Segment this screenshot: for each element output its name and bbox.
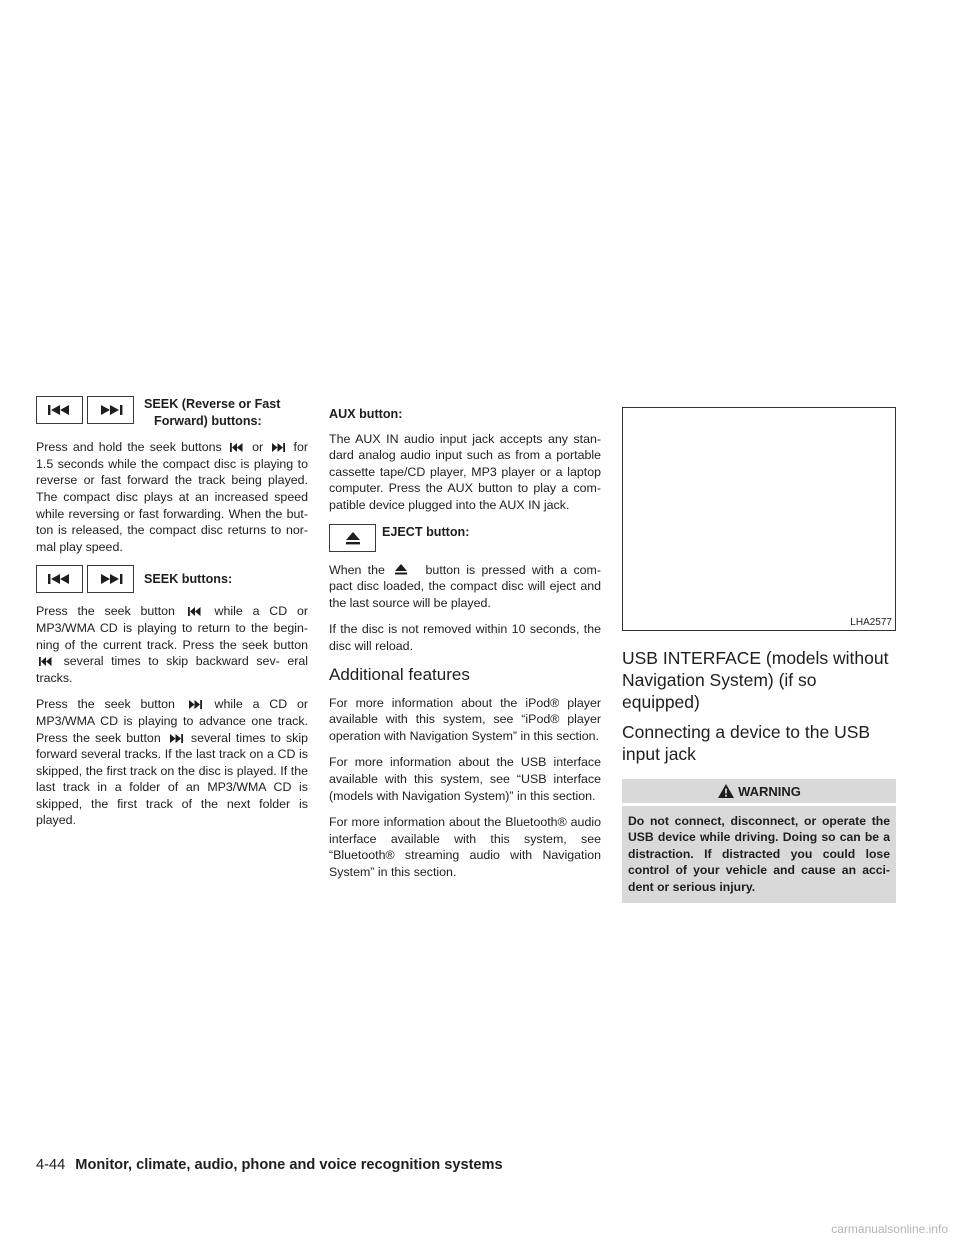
warning-triangle-icon bbox=[717, 783, 735, 799]
additional-features-heading: Additional features bbox=[329, 664, 470, 684]
column-middle bbox=[329, 396, 601, 890]
connecting-device-heading: Connecting a device to the USB input jack bbox=[622, 722, 871, 764]
warning-box bbox=[622, 779, 896, 903]
paragraph-press-hold bbox=[36, 439, 308, 555]
figure-code: LHA2577 bbox=[850, 617, 892, 628]
warning-title: WARNING bbox=[738, 783, 801, 799]
eject-button-illustration bbox=[329, 524, 376, 552]
skip-back-icon bbox=[230, 443, 244, 452]
warning-text: Do not connect, disconnect, or operate the USB device while driving. Doing so can be a distraction. If distracted you could lose control of your vehicle and cause an acci- dent or serious injury. bbox=[628, 814, 890, 894]
paragraph-bluetooth: For more information about the Bluetooth® audio interface available with this system, see “Bluetooth® streaming audio with Navigation System” in this section. bbox=[329, 815, 601, 879]
column-right bbox=[622, 396, 896, 903]
eject-heading bbox=[329, 524, 601, 552]
seek-forward-button-illustration bbox=[87, 565, 134, 593]
seek-fast-label-line1: SEEK (Reverse or Fast bbox=[144, 397, 281, 411]
paragraph-eject bbox=[329, 562, 601, 612]
paragraph-seek-forward bbox=[36, 696, 308, 829]
skip-back-icon bbox=[39, 657, 53, 666]
text-run: several times to skip backward sev- eral tracks. bbox=[36, 654, 308, 685]
text-run: Press and hold the seek buttons bbox=[36, 440, 222, 455]
watermark: carmanualsonline.info bbox=[831, 1222, 948, 1236]
seek-heading bbox=[36, 565, 308, 593]
text-run: or bbox=[252, 440, 264, 455]
text-run: several times to skip forward several tracks. If the last track on a CD is skipped, the first track on the disc is played. If the last track in a folder of an MP3/WMA CD is skipped, the first track of the next folder is played. bbox=[36, 730, 308, 828]
text-run: while a CD or MP3/WMA CD is playing to advance one track. Press the seek button bbox=[36, 697, 308, 745]
seek-fast-heading bbox=[36, 396, 308, 429]
paragraph-eject-reload: If the disc is not removed within 10 seconds, the disc will reload. bbox=[329, 622, 601, 653]
text-run: for 1.5 seconds while the compact disc is playing to reverse or fast forward the track being played. The compact disc plays at an increased speed while reversing or fast forwarding. When the but- ton is released, the compact disc returns to nor- mal play speed. bbox=[36, 440, 308, 554]
seek-fast-label-line2: Forward) buttons: bbox=[154, 413, 262, 428]
seek-back-button-illustration bbox=[36, 396, 83, 424]
column-left bbox=[36, 396, 308, 839]
skip-back-icon bbox=[188, 607, 202, 616]
seek-fast-label bbox=[138, 396, 281, 429]
eject-label: EJECT button: bbox=[382, 524, 470, 539]
eject-icon bbox=[345, 531, 361, 545]
usb-interface-heading: USB INTERFACE (models without Navigation System) (if so equipped) bbox=[622, 648, 889, 712]
page-number: 4-44 bbox=[36, 1157, 66, 1173]
text-run: button is pressed with a com- pact disc loaded, the compact disc will eject and the last source will be played. bbox=[329, 562, 601, 610]
text-run: while a CD or MP3/WMA CD is playing to return to the begin- ning of the current track. Press the seek button bbox=[36, 604, 308, 652]
paragraph-aux: The AUX IN audio input jack accepts any stan- dard analog audio input such as from a portable cassette tape/CD player, MP3 player or a laptop computer. Press the AUX button to play a com- patible device plugged into the AUX IN jack. bbox=[329, 431, 601, 512]
text-run: Press the seek button bbox=[36, 697, 175, 712]
page-footer bbox=[36, 1157, 503, 1173]
skip-forward-icon bbox=[188, 700, 202, 709]
seek-label: SEEK buttons: bbox=[144, 572, 233, 587]
text-run: Press the seek button bbox=[36, 604, 175, 619]
skip-back-icon bbox=[47, 404, 73, 416]
seek-back-button-illustration bbox=[36, 565, 83, 593]
warning-header bbox=[622, 779, 896, 806]
skip-forward-icon bbox=[98, 404, 124, 416]
paragraph-ipod: For more information about the iPod® player available with this system, see “iPod® player operation with Navigation System” in this section. bbox=[329, 695, 601, 743]
aux-label: AUX button: bbox=[329, 407, 403, 421]
eject-icon bbox=[395, 564, 407, 575]
paragraph-usb: For more information about the USB interface available with this system, see “USB interface (models with Navigation System)” in this section. bbox=[329, 755, 601, 803]
text-run: When the bbox=[329, 562, 385, 577]
paragraph-seek-back bbox=[36, 603, 308, 686]
seek-forward-button-illustration bbox=[87, 396, 134, 424]
skip-forward-icon bbox=[98, 573, 124, 585]
footer-title: Monitor, climate, audio, phone and voice recognition systems bbox=[75, 1157, 503, 1173]
skip-forward-icon bbox=[169, 734, 183, 743]
figure-placeholder bbox=[622, 407, 896, 631]
skip-back-icon bbox=[47, 573, 73, 585]
skip-forward-icon bbox=[271, 443, 285, 452]
